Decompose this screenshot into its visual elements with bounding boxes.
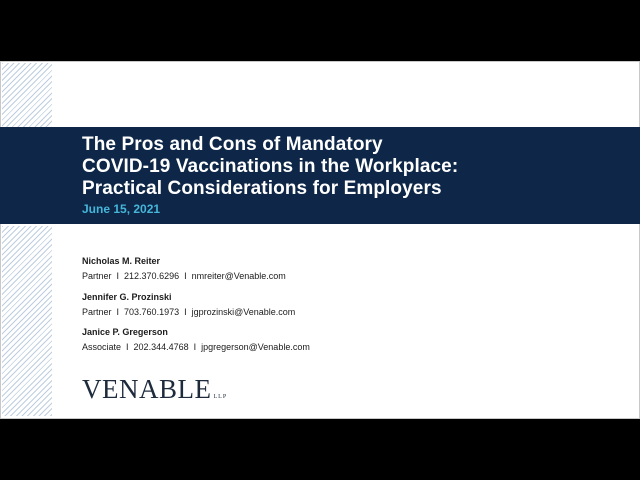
decorative-hatch-top — [2, 63, 52, 127]
separator: I — [116, 271, 120, 281]
title-line-3: Practical Considerations for Employers — [82, 178, 442, 199]
presenter-email[interactable]: jgprozinski@Venable.com — [191, 307, 296, 317]
title-band — [0, 127, 640, 224]
presenter-email[interactable]: jpgregerson@Venable.com — [201, 342, 310, 352]
presentation-date: June 15, 2021 — [82, 202, 161, 216]
presenter-role: Associate — [82, 342, 122, 352]
presenter-role: Partner — [82, 307, 112, 317]
logo-wordmark: VENABLE — [82, 374, 212, 404]
venable-logo — [82, 374, 227, 405]
separator: I — [126, 342, 129, 352]
title-line-1: The Pros and Cons of Mandatory — [82, 134, 383, 155]
title-line-2: COVID-19 Vaccinations in the Workplace: — [82, 156, 459, 177]
presenter-contact — [82, 342, 310, 352]
slide-border — [0, 61, 640, 419]
presenter-name: Nicholas M. Reiter — [82, 256, 161, 266]
presenter-role: Partner — [82, 271, 112, 281]
separator: I — [116, 307, 120, 317]
presentation-slide — [0, 61, 640, 419]
separator: I — [193, 342, 197, 352]
presenter-phone: 202.344.4768 — [133, 342, 189, 352]
presenter-1 — [82, 256, 286, 281]
separator: I — [184, 271, 187, 281]
presenter-phone: 703.760.1973 — [124, 307, 180, 317]
separator: I — [184, 307, 187, 317]
presenter-name: Janice P. Gregerson — [82, 327, 168, 337]
presenter-contact — [82, 307, 295, 317]
logo-suffix: LLP — [213, 394, 228, 400]
presenter-email[interactable]: nmreiter@Venable.com — [191, 271, 286, 281]
presenter-3 — [82, 327, 310, 352]
presenter-phone: 212.370.6296 — [124, 271, 180, 281]
presenter-2 — [82, 292, 295, 317]
decorative-hatch-bottom — [2, 226, 52, 416]
presenter-name: Jennifer G. Prozinski — [82, 292, 172, 302]
presenter-contact — [82, 271, 286, 281]
